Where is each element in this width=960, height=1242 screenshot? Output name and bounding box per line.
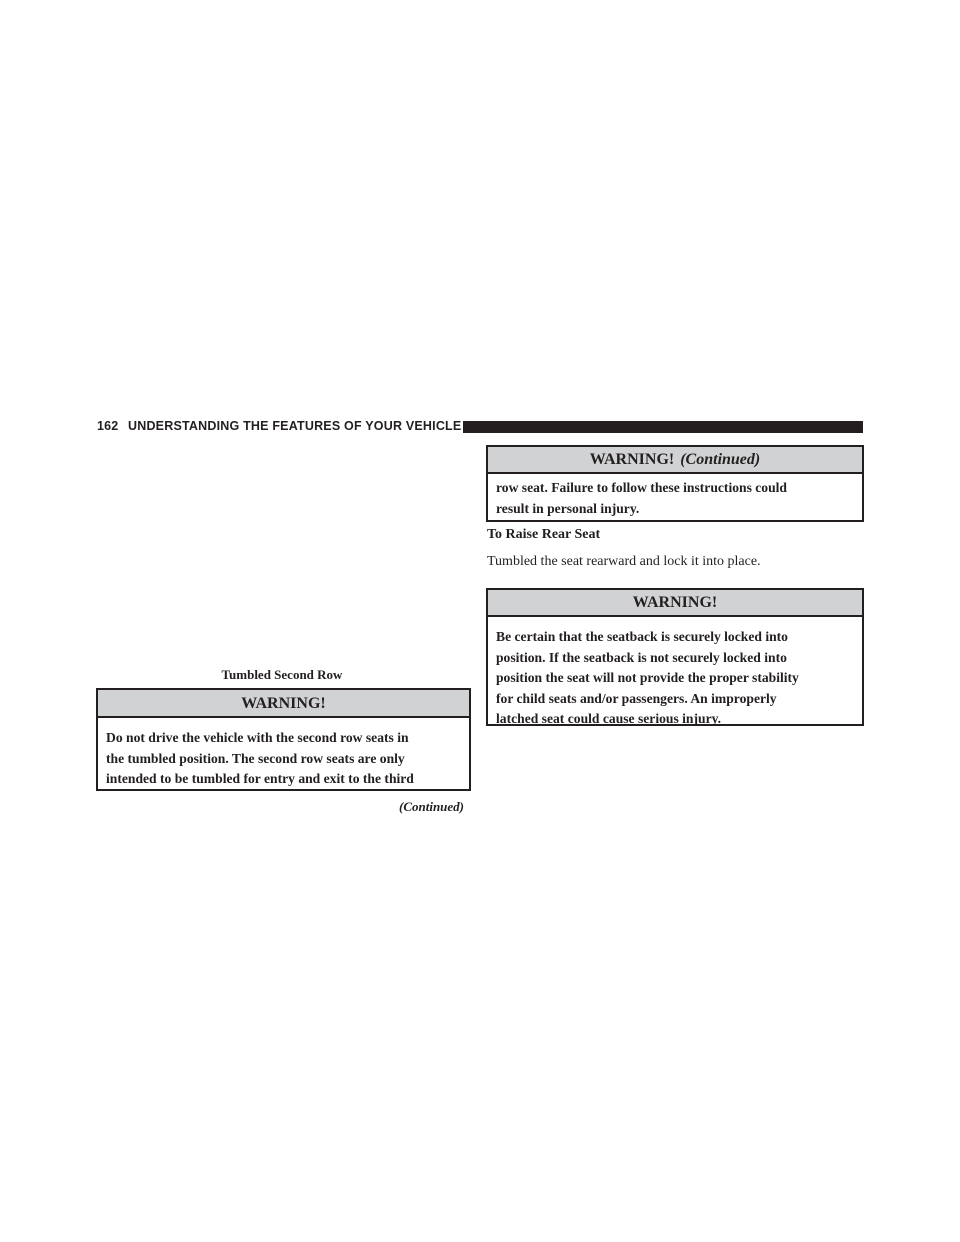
figure-caption: Tumbled Second Row xyxy=(221,667,343,682)
page-number: 162 xyxy=(97,419,119,433)
warning-line: row seat. Failure to follow these instructions could xyxy=(496,480,787,495)
section-title: UNDERSTANDING THE FEATURES OF YOUR VEHICLE xyxy=(128,419,462,433)
warning-box-continued xyxy=(486,445,864,522)
warning-line: Do not drive the vehicle with the second row seats in xyxy=(106,730,409,745)
warning-heading xyxy=(488,447,862,474)
warning-heading-text: WARNING! xyxy=(632,594,718,611)
warning-line: Be certain that the seatback is securely locked into xyxy=(496,629,788,644)
section-subheading: To Raise Rear Seat xyxy=(487,527,601,542)
continued-note: (Continued) xyxy=(398,799,464,814)
warning-line: the tumbled position. The second row seats are only xyxy=(106,750,405,766)
warning-heading-text: WARNING! xyxy=(241,695,326,712)
warning-heading-text: WARNING! xyxy=(589,451,675,468)
warning-line: intended to be tumbled for entry and exit to the third xyxy=(106,771,414,786)
warning-body xyxy=(98,718,469,790)
warning-line: position. If the seatback is not securely locked into xyxy=(496,649,787,665)
instruction-paragraph: Tumbled the seat rearward and lock it into place. xyxy=(487,554,761,569)
warning-body xyxy=(488,617,862,730)
warning-body xyxy=(488,474,862,519)
warning-line: result in personal injury. xyxy=(496,500,640,516)
warning-box-seatback-lock xyxy=(486,588,864,726)
warning-line: for child seats and/or passengers. An improperly xyxy=(496,690,777,706)
warning-heading-continued: (Continued) xyxy=(680,451,761,468)
warning-line: latched seat could cause serious injury. xyxy=(496,711,722,726)
warning-box-seat-tumble xyxy=(96,688,471,791)
header-rule xyxy=(463,421,863,433)
warning-heading xyxy=(488,590,862,617)
warning-line: position the seat will not provide the proper stability xyxy=(496,670,799,685)
warning-heading xyxy=(98,690,469,718)
